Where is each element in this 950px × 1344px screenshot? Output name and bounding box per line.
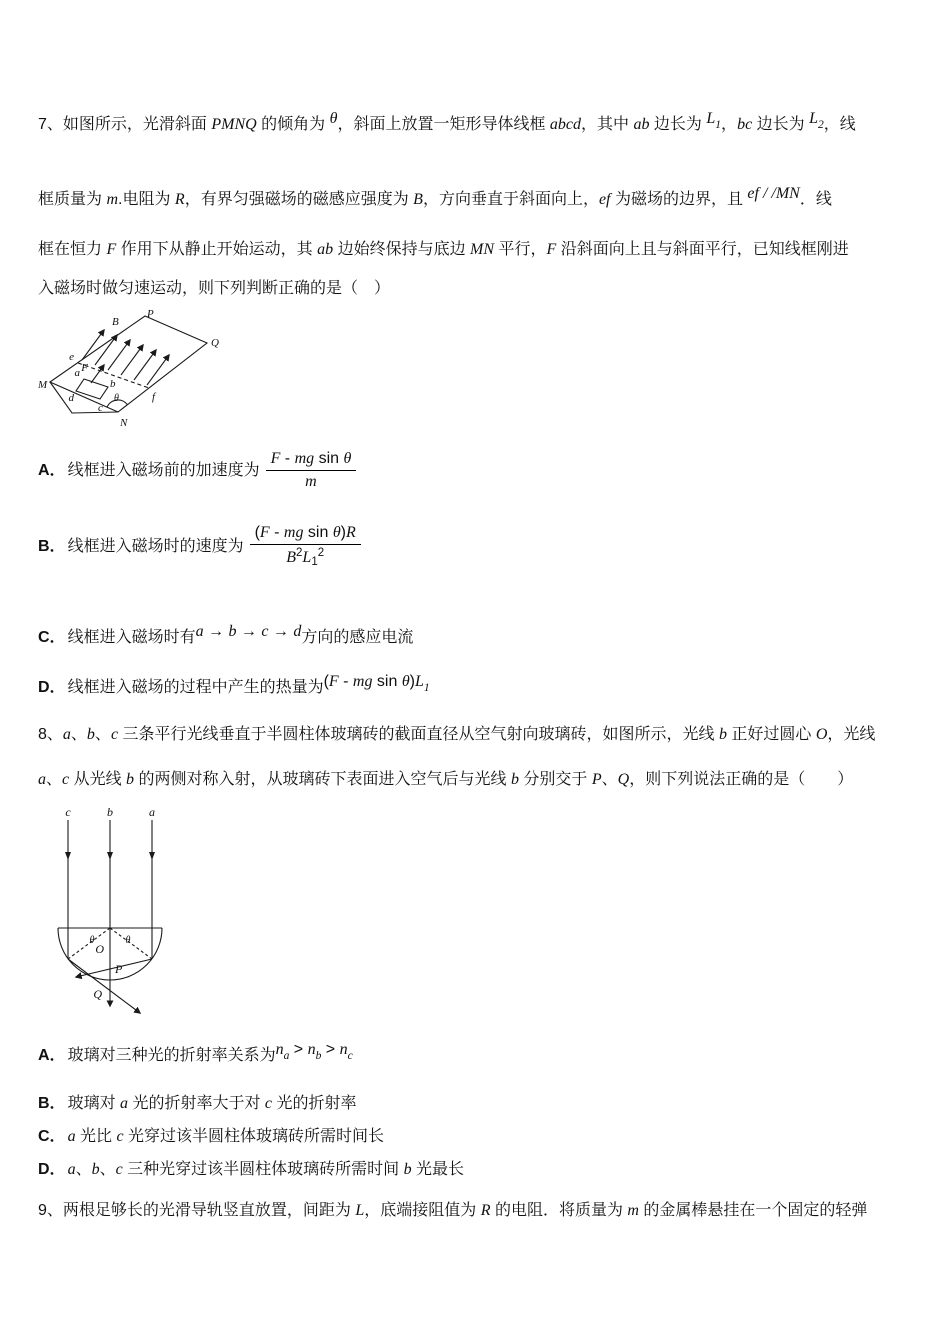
q7-stem-line-1: 7、如图所示，光滑斜面 PMNQ 的倾角为 θ，斜面上放置一矩形导体线框 abcd，其中 ab 边长为 L1，bc 边长为 L2，线 (38, 110, 856, 133)
q9-stem-line-1: 9、两根足够长的光滑导轨竖直放置，间距为 L，底端接阻值为 R 的电阻．将质量为 m 的金属棒悬挂在一个固定的轻弹 (38, 1202, 868, 1219)
option-b-text: 线框进入磁场时的速度为 $\frac{\text{(F - mg sin θ)R}}{B^2L_1^2}$ (68, 538, 367, 555)
option-a-text: 玻璃对三种光的折射率关系为na > nb > nc (67, 1041, 353, 1064)
option-b-text: 玻璃对 a 光的折射率大于对 c 光的折射率 (67, 1095, 357, 1112)
label-Q: Q (211, 337, 219, 349)
label-ray-b: b (107, 806, 113, 819)
ray-b-arrowhead (107, 852, 113, 860)
option-c-text: 线框进入磁场时有a → b → c → d方向的感应电流 (67, 623, 414, 646)
option-c-label: C． (38, 629, 66, 646)
label-B: B (112, 316, 119, 328)
magnetic-field-arrow (108, 340, 130, 370)
label-F: F (81, 362, 88, 374)
label-P: P (115, 962, 123, 976)
q8-option-c (38, 1122, 384, 1152)
magnetic-field-arrow (95, 335, 117, 365)
option-d-label: D． (38, 679, 66, 696)
label-O: O (95, 942, 104, 956)
option-b-label: B． (38, 1095, 66, 1112)
option-c-text: a 光比 c 光穿过该半圆柱体玻璃砖所需时间长 (67, 1128, 385, 1145)
q7-option-c (38, 617, 413, 653)
q7-option-d (38, 667, 430, 703)
q8-stem-line-2: a、c 从光线 b 的两侧对称入射，从玻璃砖下表面进入空气后与光线 b 分别交于 P、Q，则下列说法正确的是（ ） (38, 771, 854, 788)
option-c-label: C． (38, 1128, 66, 1145)
option-a-label: A． (38, 462, 66, 480)
q8-option-d (38, 1155, 464, 1185)
magnetic-field-arrow (134, 350, 156, 380)
label-P: P (147, 308, 154, 320)
ray-c-refracted (68, 959, 140, 1013)
option-a-label: A． (38, 1047, 66, 1064)
label-theta-right: θ (125, 935, 131, 946)
label-b: b (110, 378, 116, 390)
q7-stem-line-3: 框在恒力 F 作用下从静止开始运动，其 ab 边始终保持与底边 MN 平行，F 沿斜面向上且与斜面平行，已知线框刚进 (38, 241, 849, 258)
magnetic-field-arrow (82, 330, 104, 360)
q7-option-a (38, 450, 362, 492)
label-ray-c: c (65, 806, 71, 819)
q7-option-b (38, 524, 367, 570)
label-e: e (69, 351, 74, 363)
label-Q: Q (93, 987, 102, 1001)
option-d-text: 线框进入磁场的过程中产生的热量为(F - mg sin θ)L1 (67, 673, 430, 696)
ray-a-arrowhead (149, 852, 155, 860)
option-d-label: D． (38, 1161, 66, 1178)
q8-option-b (38, 1089, 356, 1119)
q7-stem-line-2: 框质量为 m.电阻为 R，有界匀强磁场的磁感应强度为 B，方向垂直于斜面向上，ef 为磁场的边界，且 ef / /MN．线 (38, 185, 832, 208)
ray-a-refracted (76, 959, 152, 977)
q7-incline-diagram (38, 308, 228, 434)
label-f: f (152, 391, 156, 403)
option-b-label: B． (38, 538, 66, 556)
label-c: c (98, 402, 103, 414)
label-a: a (74, 367, 80, 379)
q8-stem-line-1: 8、a、b、c 三条平行光线垂直于半圆柱体玻璃砖的截面直径从空气射向玻璃砖，如图所示，光线 b 正好过圆心 O，光线 (38, 726, 876, 743)
q8-glass-brick-diagram (52, 806, 182, 1021)
label-ray-a: a (149, 806, 155, 819)
label-M: M (38, 379, 48, 391)
option-d-text: a、b、c 三种光穿过该半圆柱体玻璃砖所需时间 b 光最长 (67, 1161, 465, 1178)
label-d: d (68, 392, 74, 404)
label-N: N (120, 417, 128, 429)
q8-option-a (38, 1035, 353, 1071)
q7-stem-line-4: 入磁场时做匀速运动，则下列判断正确的是（ ） (38, 280, 391, 297)
label-theta-left: θ (89, 935, 95, 946)
normal-right (110, 928, 152, 959)
magnetic-field-arrow (121, 345, 143, 375)
label-theta: θ (114, 393, 119, 404)
option-a-text: 线框进入磁场前的加速度为 $\frac{\text{F - mg sin θ}}{m}$ (68, 462, 363, 479)
ray-c-arrowhead (65, 852, 71, 860)
